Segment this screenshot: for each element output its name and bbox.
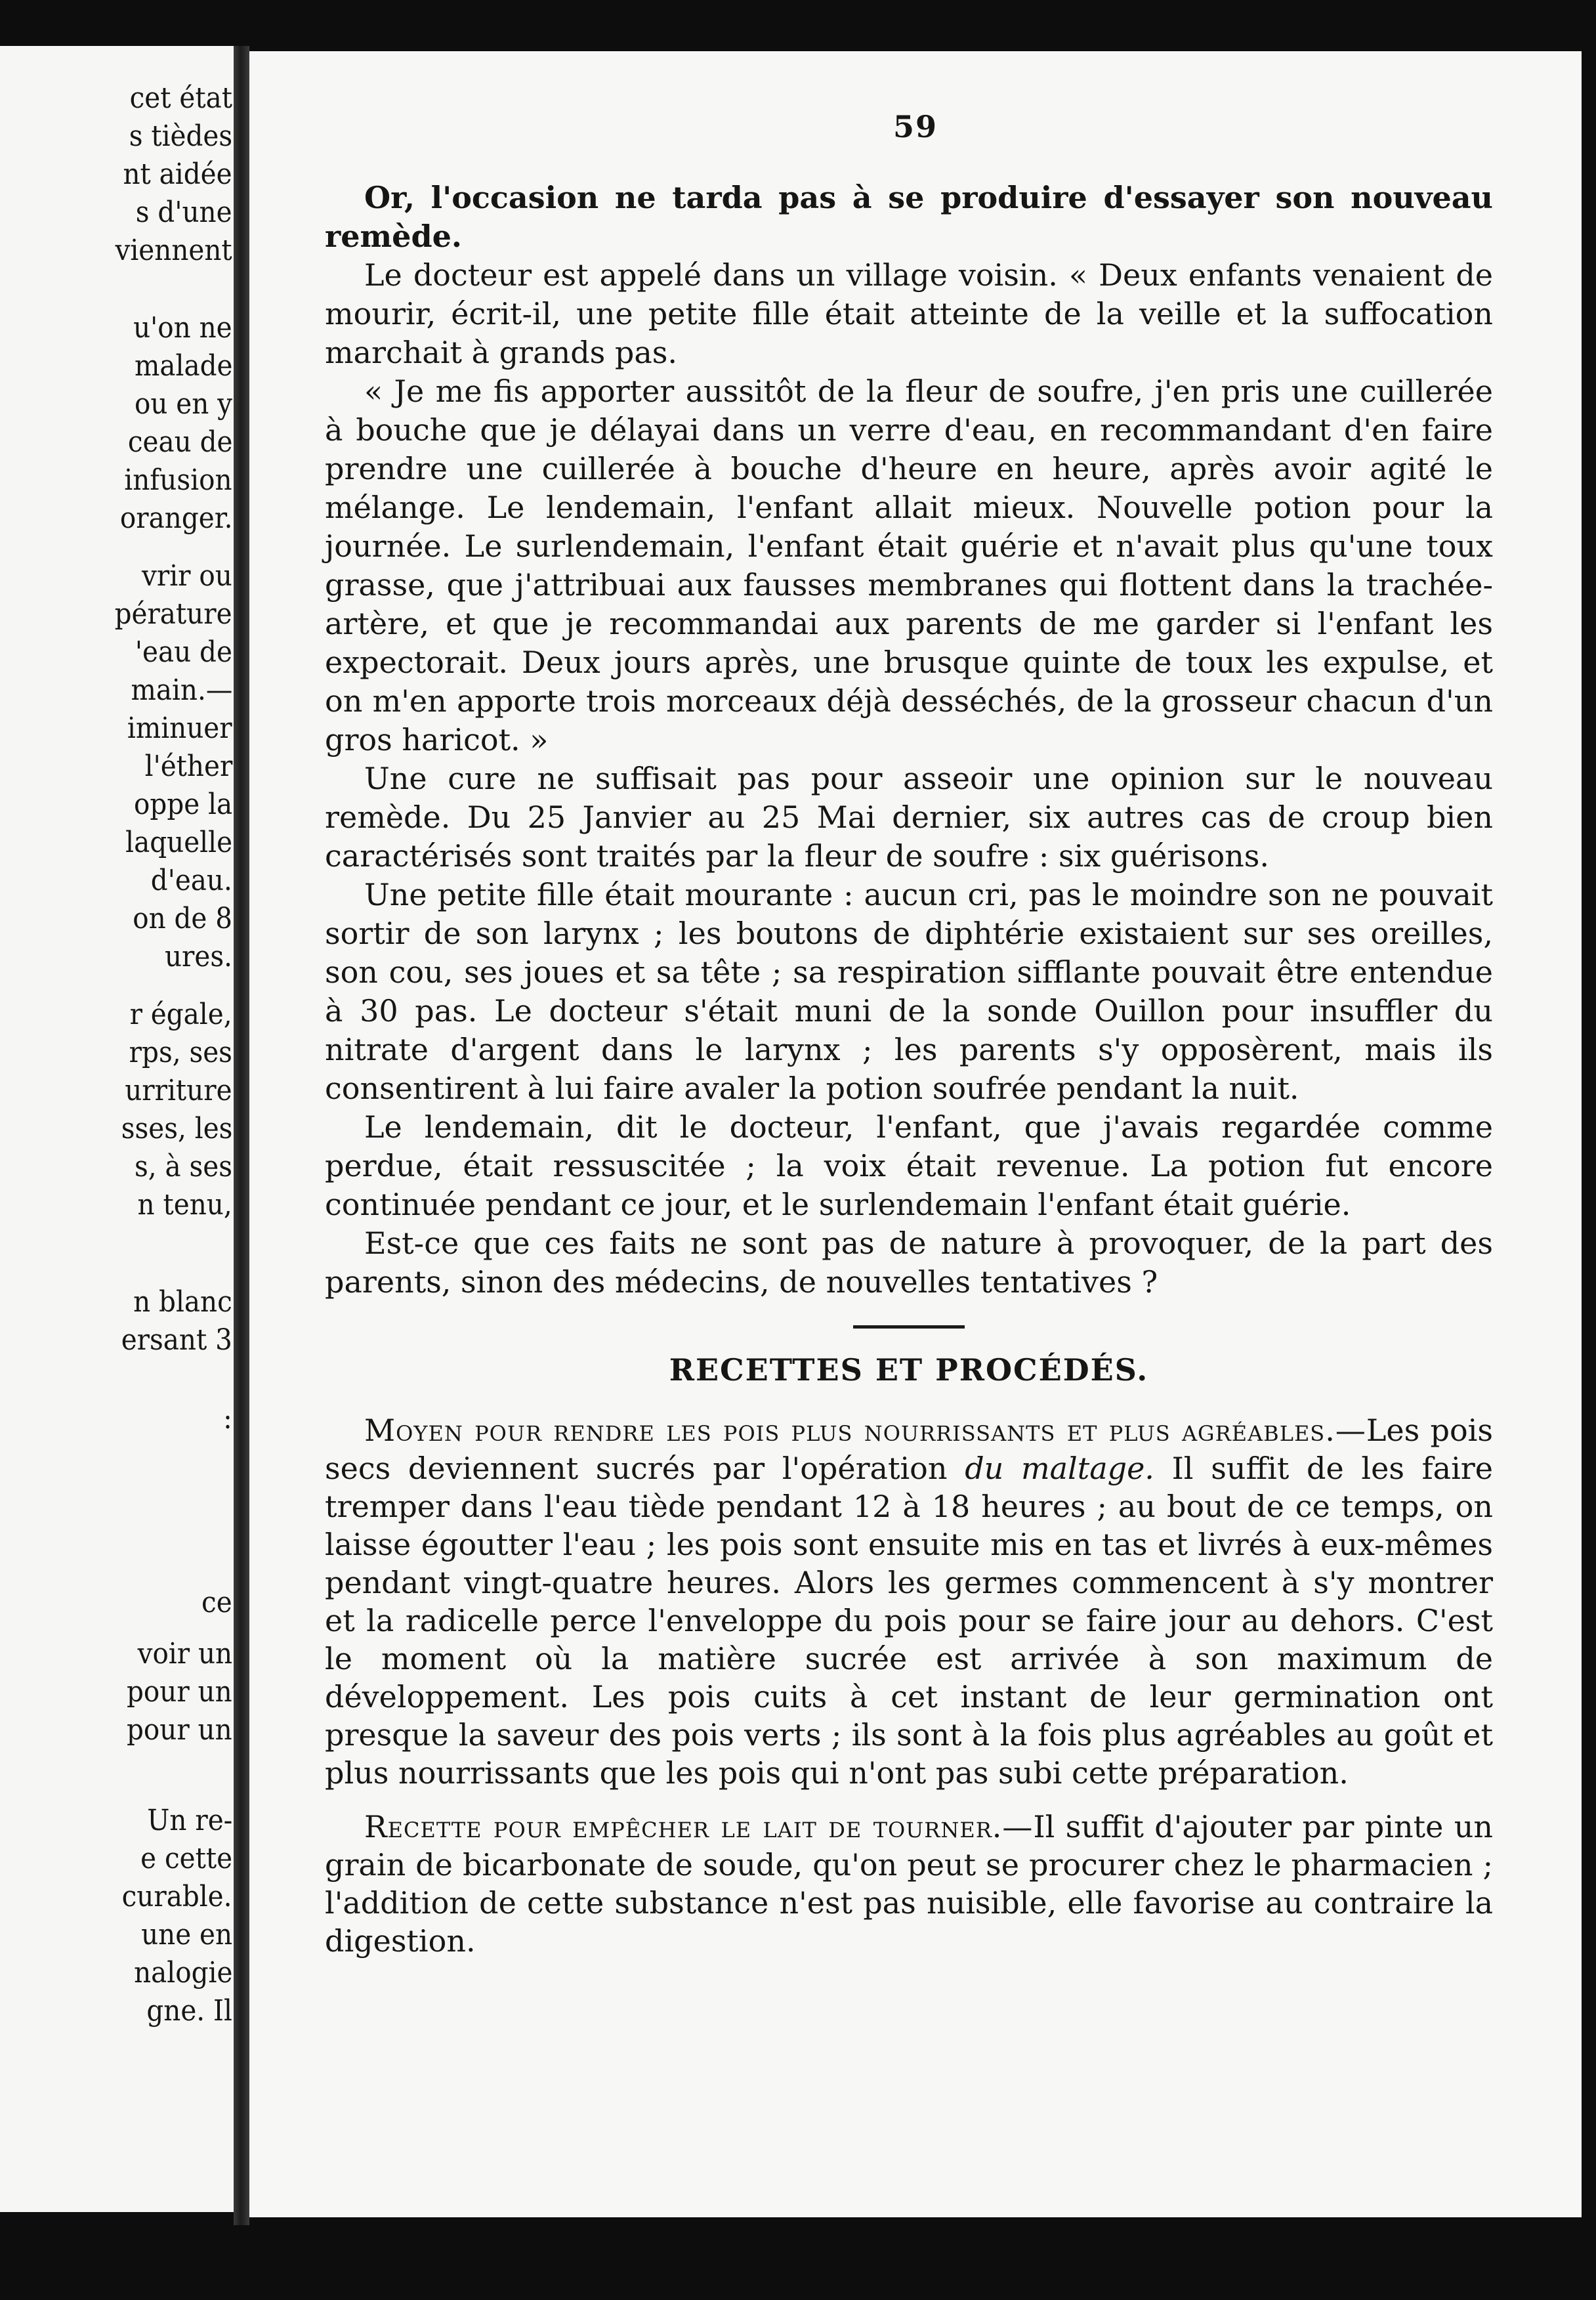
fragment-line: gne. Il: [146, 1994, 232, 2028]
fragment-line: r égale,: [130, 998, 232, 1031]
fragment-line: oranger.: [119, 501, 232, 535]
fragment-line: oppe la: [133, 788, 232, 821]
fragment-line: u'on ne: [133, 311, 232, 345]
fragment-line: une en: [141, 1918, 232, 1951]
fragment-line: n blanc: [133, 1285, 232, 1319]
fragment-line: main.—: [131, 673, 232, 707]
fragment-line: pour un: [127, 1675, 232, 1709]
fragment-line: voir un: [137, 1637, 232, 1671]
paragraph: Est-ce que ces faits ne sont pas de nature à provoquer, de la part des parents, sinon des médecins, de nouvelles tentatives ?: [325, 1225, 1493, 1300]
fragment-line: s d'une: [136, 196, 232, 229]
previous-page-fragment: [0, 46, 242, 2212]
page-body: [325, 179, 1493, 1976]
recipe-peas: [325, 1411, 1493, 1792]
fragment-line: n tenu,: [137, 1188, 232, 1222]
recipe-heading: Recette pour empêcher le lait de tourner.—: [364, 1809, 1034, 1844]
paragraph: « Je me fis apporter aussitôt de la fleur de soufre, j'en pris une cuillerée à bouche que je délayai dans un verre d'eau, en recommandant d'en faire prendre une cuillerée à bouche d'heure en heure, après avoir agité le mélange. Le lendemain, l'enfant allait mieux. Nouvelle potion pour la journée. Le surlendemain, l'enfant était guérie et n'avait plus qu'une toux grasse, que j'attribuai aux fausses membranes qui flottent dans la trachée-artère, et que je recommandai aux parents de me garder si l'enfant les expectorait. Deux jours après, une brusque quinte de toux les expulse, et on m'en apporte trois morceaux déjà desséchés, de la grosseur chacun d'un gros haricot. »: [325, 373, 1493, 757]
page: [249, 51, 1582, 2217]
recipe-italic: du maltage.: [965, 1451, 1154, 1486]
fragment-line: cet état: [129, 81, 232, 115]
fragment-line: nalogie: [133, 1956, 232, 1990]
recipe-text: Il suffit d'ajouter par pinte un grain de bicarbonate de soude, qu'on peut se procurer chez le pharmacien ; l'addition de cette substance n'est pas nuisible, elle favorise au contraire la digestion.: [325, 1809, 1493, 1959]
section-title: RECETTES ET PROCÉDÉS.: [669, 1352, 1149, 1388]
section-divider: [853, 1325, 965, 1329]
fragment-line: viennent: [115, 234, 232, 267]
fragment-line: infusion: [124, 463, 232, 497]
paragraph: Une petite fille était mourante : aucun cri, pas le moindre son ne pouvait sortir de son larynx ; les boutons de diphtérie existaient sur ses oreilles, son cou, ses joues et sa tête ; sa respiration sifflante pouvait être entendue à 30 pas. Le docteur s'était muni de la sonde Ouillon pour insuffler du nitrate d'argent dans le larynx ; les parents s'y opposèrent, mais ils consentirent à lui faire avaler la potion soufrée pendant la nuit.: [325, 877, 1493, 1106]
paragraph: Le lendemain, dit le docteur, l'enfant, que j'avais regardée comme perdue, était ressuscitée ; la voix était revenue. La potion fut encore continuée pendant ce jour, et le surlendemain l'enfant était guérie.: [325, 1109, 1493, 1222]
fragment-line: e cette: [140, 1842, 232, 1875]
paragraph: Le docteur est appelé dans un village voisin. « Deux enfants venaient de mourir, écrit-il, une petite fille était atteinte de la veille et la suffocation marchait à grands pas.: [325, 257, 1493, 370]
fragment-line: ce: [201, 1586, 232, 1619]
fragment-line: s tièdes: [129, 119, 232, 153]
recipe-milk: [325, 1808, 1493, 1960]
paragraph: Or, l'occasion ne tarda pas à se produire d'essayer son nouveau remède.: [325, 180, 1493, 254]
fragment-line: sses, les: [121, 1112, 232, 1145]
fragment-line: s, à ses: [134, 1150, 232, 1183]
page-number: 59: [892, 109, 938, 144]
fragment-line: ceau de: [127, 425, 232, 459]
fragment-line: rps, ses: [129, 1036, 232, 1069]
paragraph: Une cure ne suffisait pas pour asseoir une opinion sur le nouveau remède. Du 25 Janvier au 25 Mai dernier, six autres cas de croup bien caractérisés sont traités par la fleur de soufre : six guérisons.: [325, 761, 1493, 874]
fragment-line: :: [223, 1402, 232, 1436]
recipe-text: Il suffit de les faire tremper dans l'eau tiède pendant 12 à 18 heures ; au bout de ce temps, on laisse égoutter l'eau ; les pois sont ensuite mis en tas et livrés à eux-mêmes pendant vingt-quatre heures. Alors les germes commencent à s'y montrer et la radicelle perce l'enveloppe du pois pour se faire jour au dehors. C'est le moment où la matière sucrée est arrivée à son maximum de développement. Les pois cuits à cet instant de leur germination ont presque la saveur des pois verts ; ils sont à la fois plus agréables au goût et plus nourrissants que les pois qui n'ont pas subi cette préparation.: [325, 1451, 1494, 1791]
fragment-line: malade: [134, 349, 232, 383]
fragment-line: vrir ou: [142, 559, 232, 593]
fragment-line: ures.: [164, 940, 232, 973]
book-spine: [234, 46, 249, 2225]
fragment-line: l'éther: [144, 750, 232, 783]
fragment-line: Un re-: [146, 1804, 232, 1837]
recipe-text: Les pois secs deviennent sucrés par l'opération: [325, 1413, 1493, 1486]
fragment-line: on de 8: [133, 902, 232, 935]
recipe-heading: Moyen pour rendre les pois plus nourrissants et plus agréables.—: [364, 1413, 1366, 1448]
fragment-line: laquelle: [125, 826, 232, 859]
fragment-line: d'eau.: [150, 864, 232, 897]
fragment-line: nt aidée: [123, 158, 232, 191]
fragment-line: urriture: [125, 1074, 232, 1107]
fragment-line: iminuer: [127, 712, 232, 745]
fragment-line: ersant 3: [121, 1323, 232, 1357]
fragment-line: 'eau de: [135, 635, 232, 669]
fragment-line: pour un: [127, 1713, 232, 1747]
fragment-line: curable.: [122, 1880, 232, 1913]
fragment-line: ou en y: [134, 387, 232, 421]
fragment-line: pérature: [115, 597, 232, 631]
